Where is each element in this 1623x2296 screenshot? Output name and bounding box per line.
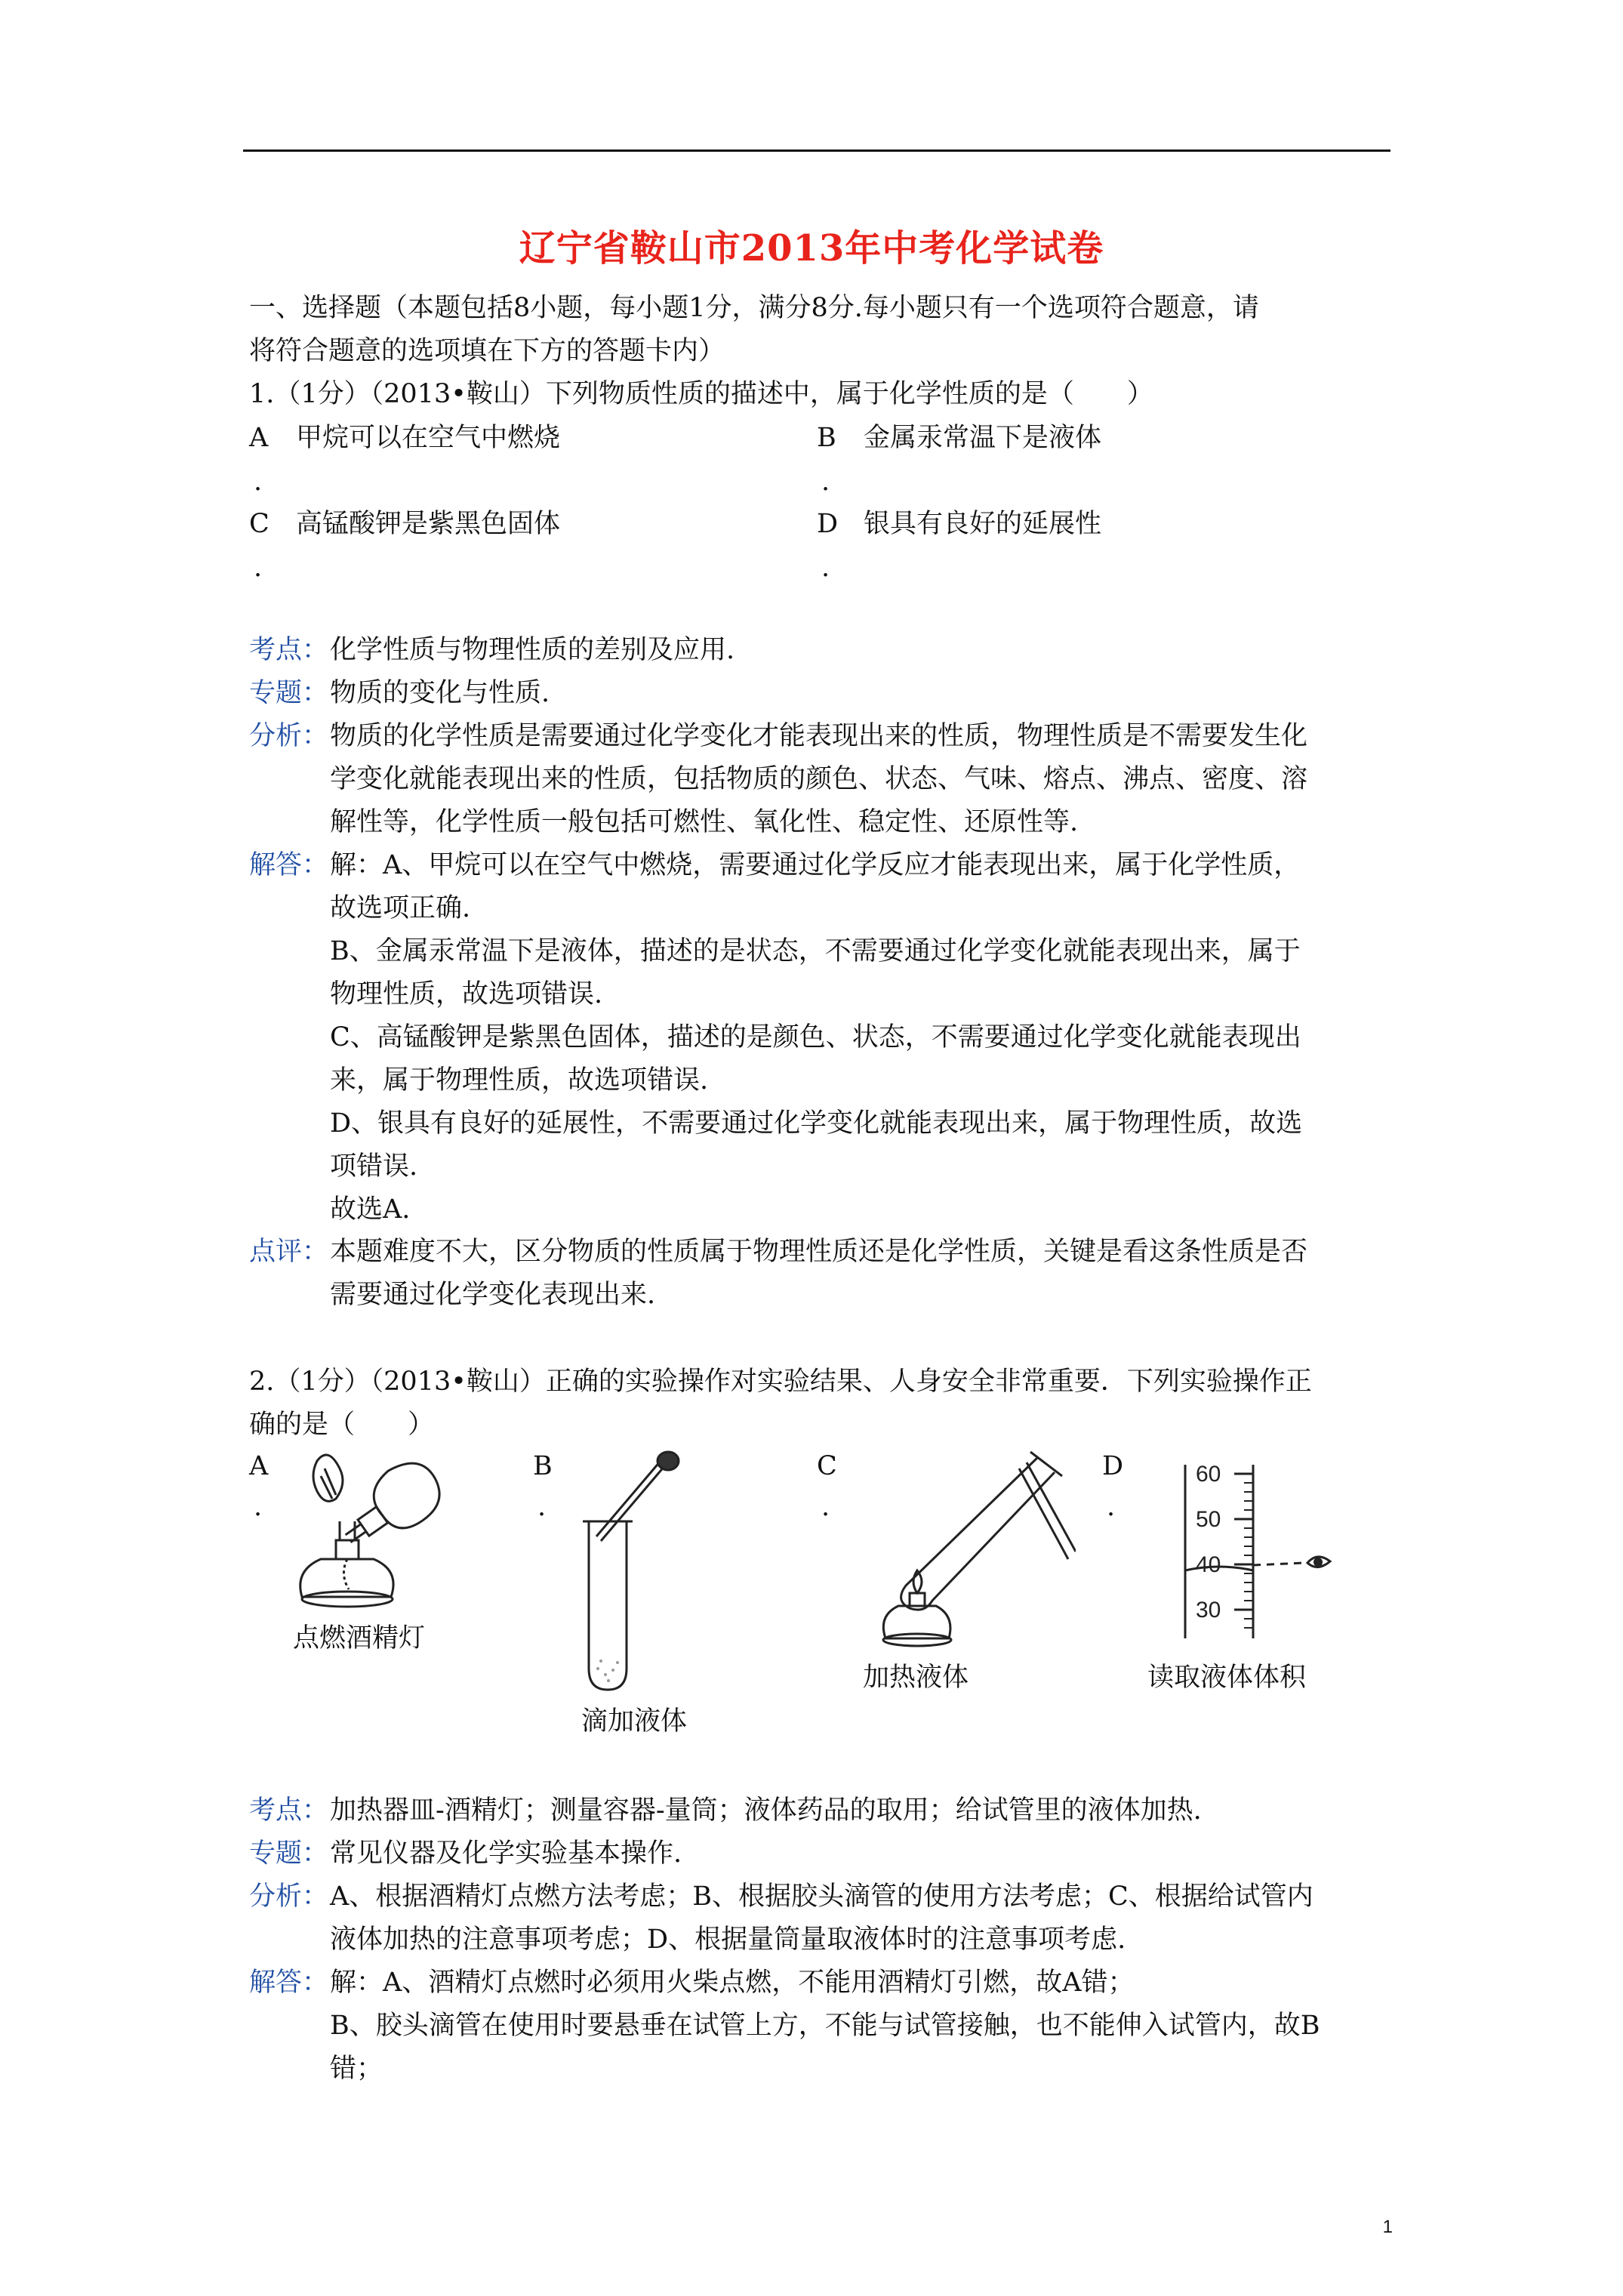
top-rule: [243, 149, 1390, 152]
q1-dianping-line: 本题难度不大，区分物质的性质属于物理性质还是化学性质，关键是看这条性质是否: [330, 1237, 1308, 1267]
q2-option-d-letter: D: [1102, 1451, 1124, 1481]
q2-kaodian-text: 加热器皿-酒精灯；测量容器-量筒；液体药品的取用；给试管里的液体加热.: [330, 1795, 1202, 1826]
q1-kaodian-text: 化学性质与物理性质的差别及应用.: [330, 635, 735, 665]
q1-jieda-line: C、高锰酸钾是紫黑色固体，描述的是颜色、状态，不需要通过化学变化就能表现出: [330, 1022, 1301, 1052]
q2-caption-d: 读取液体体积: [1147, 1663, 1307, 1693]
q2-stem: [249, 1361, 1397, 1447]
q1-option-c-text: 高锰酸钾是紫黑色固体: [296, 509, 561, 539]
q1-option-a-letter: A: [249, 423, 269, 453]
q2-fenxi-label: 分析：: [249, 1881, 329, 1912]
q2-fenxi-text: [330, 1875, 1394, 1962]
q2-caption-a: 点燃酒精灯: [293, 1623, 426, 1653]
q1-dianping-label: 点评：: [249, 1237, 329, 1267]
cylinder-mark: 40: [1196, 1552, 1221, 1577]
q2-jieda-line: 解：A、酒精灯点燃时必须用火柴点燃，不能用酒精灯引燃，故A错；: [330, 1968, 1135, 1998]
page-number: 1: [1382, 2217, 1393, 2237]
q2-jieda-text: [330, 1962, 1394, 2091]
q1-option-b-letter: B: [817, 423, 836, 453]
eye-icon: [1307, 1557, 1330, 1567]
q1-jieda-line: B、金属汞常温下是液体，描述的是状态，不需要通过化学变化就能表现出来，属于: [330, 936, 1301, 966]
q2-jieda-label: 解答：: [249, 1968, 329, 1998]
q1-jieda-line: 故选项正确.: [330, 893, 471, 923]
section-heading: [249, 287, 1397, 373]
q1-jieda-text: [330, 844, 1394, 1231]
q1-zhuanti-label: 专题：: [249, 678, 329, 708]
q1-kaodian-label: 考点：: [249, 635, 329, 665]
figure-a-lighting-lamp: [264, 1446, 460, 1620]
section-heading-line: 一、选择题（本题包括8小题，每小题1分，满分8分.每小题只有一个选项符合题意，请: [249, 293, 1259, 323]
q2-jieda-line: 错；: [330, 2054, 383, 2084]
q2-caption-b: 滴加液体: [581, 1706, 688, 1737]
q1-option-b-dot: .: [821, 467, 830, 497]
q1-dianping-text: [330, 1231, 1394, 1317]
q1-option-a-dot: .: [254, 467, 263, 497]
q1-dianping-line: 需要通过化学变化表现出来.: [330, 1280, 656, 1310]
q1-zhuanti-text: 物质的变化与性质.: [330, 678, 550, 708]
q2-option-b-dot: .: [537, 1492, 547, 1522]
q2-option-c-letter: C: [817, 1451, 837, 1481]
q1-fenxi-line: 学变化就能表现出来的性质，包括物质的颜色、状态、气味、熔点、沸点、密度、溶: [330, 764, 1308, 794]
q2-option-a-dot: .: [254, 1492, 263, 1522]
q1-option-d-text: 银具有良好的延展性: [864, 509, 1102, 539]
q2-zhuanti-text: 常见仪器及化学实验基本操作.: [330, 1838, 682, 1869]
q1-option-d-dot: .: [821, 553, 830, 583]
q2-option-c-dot: .: [821, 1492, 830, 1522]
q1-jieda-line: 来，属于物理性质，故选项错误.: [330, 1065, 709, 1096]
q2-option-b-letter: B: [533, 1451, 553, 1481]
q2-jieda-line: B、胶头滴管在使用时要悬垂在试管上方，不能与试管接触，也不能伸入试管内，故B: [330, 2011, 1320, 2041]
q1-jieda-line: D、银具有良好的延展性，不需要通过化学变化就能表现出来，属于物理性质，故选: [330, 1108, 1303, 1139]
figure-c-heating-liquid: [857, 1446, 1076, 1650]
q1-fenxi-text: [330, 715, 1394, 844]
page-title: 辽宁省鞍山市2013年中考化学试卷: [519, 227, 1104, 270]
q2-option-d-dot: .: [1107, 1492, 1116, 1522]
q2-stem-line: 2.（1分）（2013•鞍山）正确的实验操作对实验结果、人身安全非常重要．下列实验操作正: [249, 1367, 1312, 1397]
q1-fenxi-line: 物质的化学性质是需要通过化学变化才能表现出来的性质，物理性质是不需要发生化: [330, 721, 1308, 751]
q1-option-c-letter: C: [249, 509, 269, 539]
cylinder-mark: 50: [1196, 1507, 1221, 1532]
q1-jieda-line: 解：A、甲烷可以在空气中燃烧，需要通过化学反应才能表现出来，属于化学性质，: [330, 850, 1301, 880]
q2-stem-line: 确的是（ ）: [249, 1410, 435, 1440]
section-heading-line: 将符合题意的选项填在下方的答题卡内）: [249, 336, 725, 366]
q2-option-a-letter: A: [249, 1451, 269, 1481]
figure-b-adding-liquid: [574, 1450, 687, 1691]
q1-option-d-letter: D: [817, 509, 839, 539]
figure-d-reading-volume: [1140, 1457, 1336, 1646]
q2-caption-c: 加热液体: [863, 1663, 969, 1693]
q1-option-a-text: 甲烷可以在空气中燃烧: [296, 423, 561, 453]
q1-fenxi-line: 解性等，化学性质一般包括可燃性、氧化性、稳定性、还原性等.: [330, 807, 1079, 837]
q2-kaodian-label: 考点：: [249, 1795, 329, 1826]
q1-jieda-line: 故选A.: [330, 1194, 411, 1225]
cylinder-mark: 60: [1196, 1462, 1221, 1487]
q1-option-c-dot: .: [254, 553, 263, 583]
q1-stem: 1.（1分）（2013•鞍山）下列物质性质的描述中，属于化学性质的是（ ）: [249, 379, 1153, 409]
q2-zhuanti-label: 专题：: [249, 1838, 329, 1869]
q1-option-b-text: 金属汞常温下是液体: [864, 423, 1102, 453]
q2-fenxi-line: 液体加热的注意事项考虑；D、根据量筒量取液体时的注意事项考虑.: [330, 1925, 1126, 1955]
q1-jieda-line: 物理性质，故选项错误.: [330, 979, 603, 1009]
q1-jieda-line: 项错误.: [330, 1151, 418, 1182]
q1-fenxi-label: 分析：: [249, 721, 329, 751]
q1-jieda-label: 解答：: [249, 850, 329, 880]
q2-fenxi-line: A、根据酒精灯点燃方法考虑；B、根据胶头滴管的使用方法考虑；C、根据给试管内: [330, 1881, 1313, 1912]
cylinder-mark: 30: [1196, 1598, 1221, 1623]
